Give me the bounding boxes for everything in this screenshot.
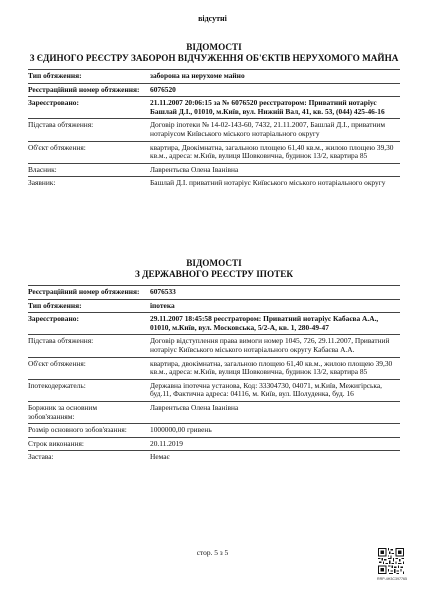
row-value: Башлай Д.І. приватний нотаріус Київського міського нотаріального округу [150,178,386,188]
section-title-line2: З ДЕРЖАВНОГО РЕЄСТРУ ІПОТЕК [134,268,294,279]
table-row [28,83,400,97]
document-code: RRP-4H3C397765 [377,577,407,581]
table-row [28,357,400,379]
row-value: 29.11.2007 18:45:58 реєстратором: Приватний нотаріус Кабаєва А.А., 01010, м.Київ, вул. Московська, 5/2-А, кв. 1, 280-49-47 [150,314,379,332]
row-label: Об'єкт обтяження: [28,358,86,368]
section-heading [28,42,400,63]
row-value: 6076520 [150,84,176,94]
table-row [28,163,400,177]
row-label: Іпотекодержатель: [28,380,86,390]
row-label: Заявник: [28,178,56,188]
row-label: Зареєстровано: [28,314,79,324]
table-row [28,437,400,451]
row-value: 20.11.2019 [150,438,183,448]
row-label: Застава: [28,452,54,462]
table-row [28,424,400,438]
section-zaborony [28,42,400,190]
row-value: іпотека [150,300,175,310]
registry-table [28,69,400,190]
row-label: Реєстраційний номер обтяження: [28,84,140,94]
row-label: Боржник за основним зобов'язанням: [28,402,98,421]
row-label: Розмір основного зобов'язання: [28,425,127,435]
table-row [28,379,400,401]
section-heading [28,258,400,279]
table-row [28,97,400,119]
row-label: Тип обтяження: [28,300,82,310]
section-title-line1: ВІДОМОСТІ [186,258,242,268]
table-row [28,313,400,335]
table-row [28,335,400,357]
row-value: 21.11.2007 20:06:15 за № 6076520 реєстратором: Приватний нотаріус Башлай Д.І., 01010, м.Київ, вул. Нижній Вал, 41, кв. 53, (044) 425-46-16 [150,98,385,116]
row-label: Зареєстровано: [28,98,79,108]
table-row [28,299,400,313]
row-value: Лаврентьєва Олена Іванівна [150,164,239,174]
row-label: Підстава обтяження: [28,120,94,130]
section-title-line1: ВІДОМОСТІ [186,42,242,52]
row-value: квартира, Двокімнатна, загальною площею 61,40 кв.м., жилою площею 39,30 кв.м., адреса: м.Київ, вулиця Шовковична, будинок 13/2, квартира 85 [150,142,394,161]
top-note: відсутні [198,14,227,23]
row-label: Власник: [28,164,57,174]
row-value: заборона на нерухоме майно [150,71,245,80]
row-label: Об'єкт обтяження: [28,142,86,152]
page-number: стор. 5 з 5 [196,548,229,557]
row-value: Лаврентьєва Олена Іванівна [150,402,239,412]
registry-table [28,285,400,464]
row-label: Строк виконання: [28,438,84,448]
section-title-line2: З ЄДИНОГО РЕЄСТРУ ЗАБОРОН ВІДЧУЖЕННЯ ОБ'ЄКТІВ НЕРУХОМОГО МАЙНА [29,52,399,63]
table-row [28,177,400,190]
table-row [28,70,400,84]
row-value: квартира, двокімнатна, загальною площею 61,40 кв.м., жилою площею 39,30 кв.м., адреса: м.Київ, вулиця Шовковична, будинок 13/2, квартира 85 [150,358,393,377]
row-label: Реєстраційний номер обтяження: [28,287,140,296]
row-value: Договір відступлення права вимоги номер 1045, 726, 29.11.2007, Приватний нотаріус Київського міського нотаріального округу Кабаєва А.А. [150,336,390,354]
row-label: Підстава обтяження: [28,336,94,346]
table-row [28,286,400,300]
row-value: 6076533 [150,287,176,296]
row-value: Немає [150,452,170,462]
qr-code-icon [378,548,404,574]
table-row [28,119,400,141]
row-value: Державна іпотечна установа, Код: 33304730, 04071, м.Київ, Межигірська, буд.11, Фактична адреса: 04116, м. Київ, вул. Шолуденка, буд. 16 [150,380,383,399]
section-ipoteky [28,258,400,464]
row-value: Договір іпотеки № 14-02-143-60, 7432, 21.11.2007, Башлай Д.І., приватним нотаріусом Київського міського нотаріального округу [150,120,386,138]
table-row [28,451,400,464]
table-row [28,401,400,423]
row-label: Тип обтяження: [28,71,82,80]
table-row [28,141,400,163]
row-value: 1000000,00 гривень [150,425,212,435]
